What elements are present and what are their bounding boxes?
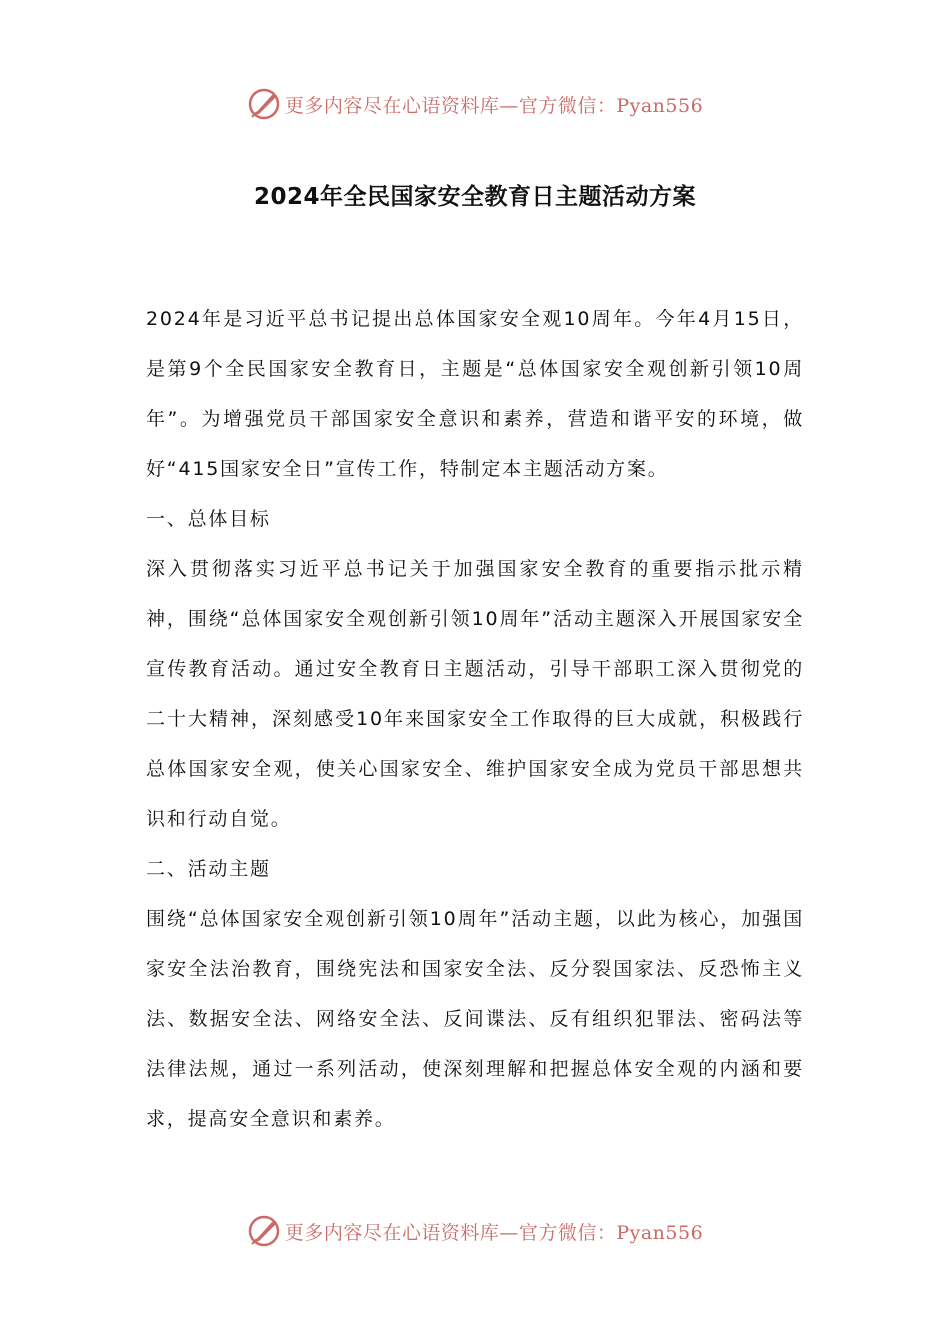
section-body-theme: 围绕“总体国家安全观创新引领10周年”活动主题，以此为核心，加强国家安全法治教育，围绕宪法和国家安全法、反分裂国家法、反恐怖主义法、数据安全法、网络安全法、反间谍法、反有组织犯罪法、密码法等法律法规，通过一系列活动，使深刻理解和把握总体安全观的内涵和要求，提高安全意识和素养。 (146, 908, 804, 1130)
document-body (146, 294, 804, 1144)
intro-paragraph: 2024年是习近平总书记提出总体国家安全观10周年。今年4月15日，是第9个全民国家安全教育日，主题是“总体国家安全观创新引领10周年”。为增强党员干部国家安全意识和素养，营造和谐平安的环境，做好“415国家安全日”宣传工作，特制定本主题活动方案。 (146, 308, 804, 480)
section-body-goals: 深入贯彻落实习近平总书记关于加强国家安全教育的重要指示批示精神，围绕“总体国家安全观创新引领10周年”活动主题深入开展国家安全宣传教育活动。通过安全教育日主题活动，引导干部职工深入贯彻党的二十大精神，深刻感受10年来国家安全工作取得的巨大成就，积极践行总体国家安全观，使关心国家安全、维护国家安全成为党员干部思想共识和行动自觉。 (146, 558, 804, 830)
watermark-footer (0, 1211, 950, 1251)
quill-pen-logo-icon (247, 1214, 281, 1248)
watermark-header (0, 84, 950, 124)
section-heading-theme: 二、活动主题 (146, 858, 271, 880)
document-title: 2024年全民国家安全教育日主题活动方案 (253, 184, 696, 210)
watermark-text: 更多内容尽在心语资料库—官方微信：Pyan556 (284, 1221, 704, 1244)
watermark-text: 更多内容尽在心语资料库—官方微信：Pyan556 (284, 94, 704, 117)
section-heading-goals: 一、总体目标 (146, 508, 271, 530)
quill-pen-logo-icon (247, 87, 281, 121)
